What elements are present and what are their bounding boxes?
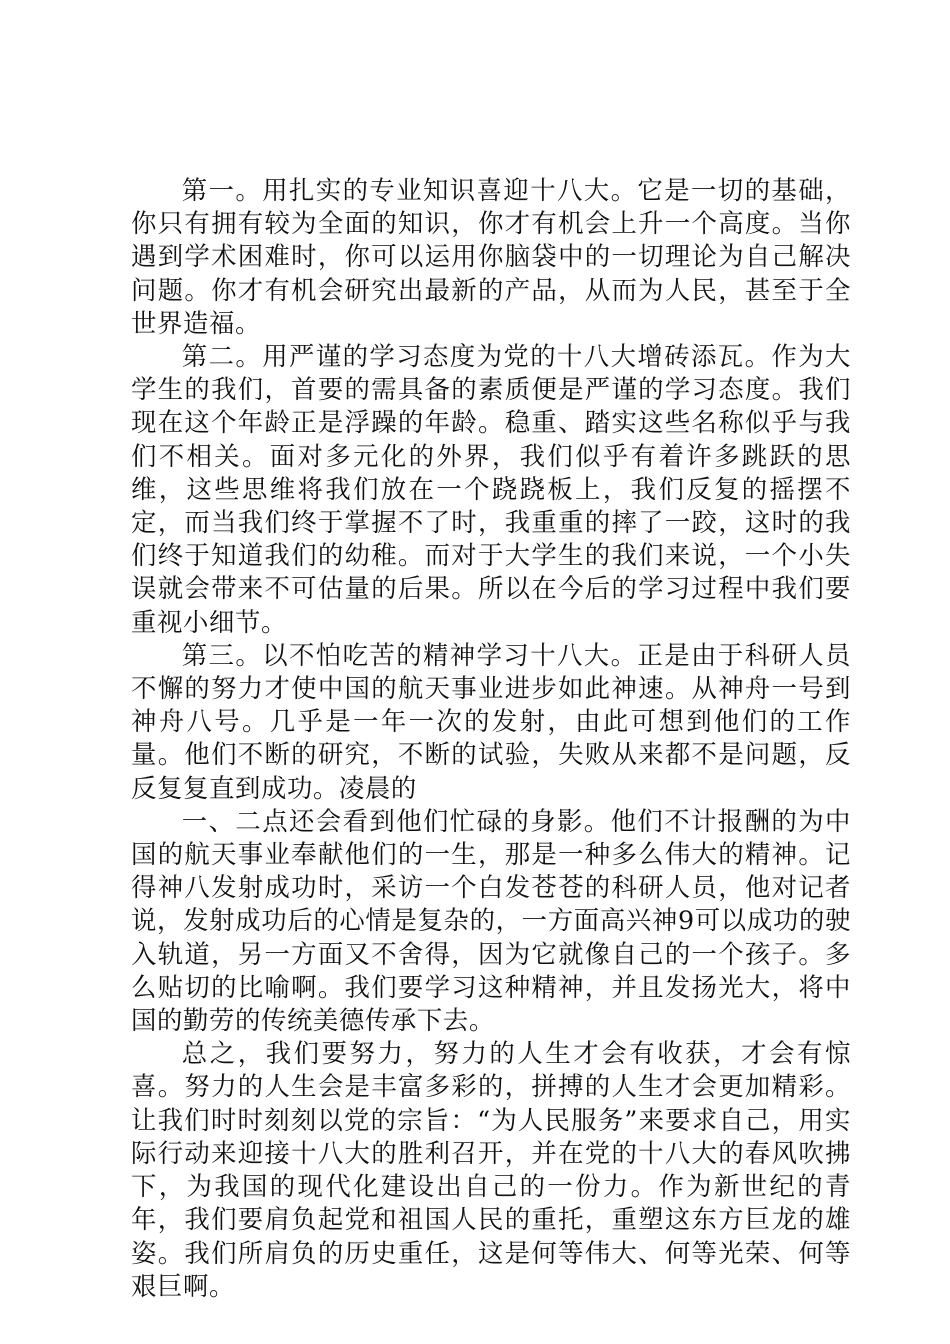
paragraph-third: 第三。以不怕吃苦的精神学习十八大。正是由于科研人员不懈的努力才使中国的航天事业进步如此神速。从神舟一号到神舟八号。几乎是一年一次的发射，由此可想到他们的工作量。他们不断的研究，不断的试验，失败从来都不是问题，反反复复直到成功。凌晨的	[131, 639, 851, 803]
paragraph-first: 第一。用扎实的专业知识喜迎十八大。它是一切的基础，你只有拥有较为全面的知识，你才有机会上升一个高度。当你遇到学术困难时，你可以运用你脑袋中的一切理论为自己解决问题。你才有机会研究出最新的产品，从而为人民，甚至于全世界造福。	[131, 175, 851, 338]
paragraph-fourth: 一、二点还会看到他们忙碌的身影。他们不计报酬的为中国的航天事业奉献他们的一生，那是一种多么伟大的精神。记得神八发射成功时，采访一个白发苍苍的科研人员，他对记者说，发射成功后的心情是复杂的，一方面高兴神9可以成功的驶入轨道，另一方面又不舍得，因为它就像自己的一个孩子。多么贴切的比喻啊。我们要学习这种精神，并且发扬光大，将中国的勤劳的传统美德传承下去。	[131, 805, 851, 1036]
paragraph-conclusion: 总之，我们要努力，努力的人生才会有收获，才会有惊喜。努力的人生会是丰富多彩的，拼搏的人生才会更加精彩。让我们时时刻刻以党的宗旨：“为人民服务”来要求自己，用实际行动来迎接十八大的胜利召开，并在党的十八大的春风吹拂下，为我国的现代化建设出自己的一份力。作为新世纪的青年，我们要肩负起党和祖国人民的重托，重塑这东方巨龙的雄姿。我们所肩负的历史重任，这是何等伟大、何等光荣、何等艰巨啊。	[131, 1038, 851, 1301]
document-body	[131, 174, 851, 1303]
paragraph-second: 第二。用严谨的学习态度为党的十八大增砖添瓦。作为大学生的我们，首要的需具备的素质便是严谨的学习态度。我们现在这个年龄正是浮躁的年龄。稳重、踏实这些名称似乎与我们不相关。面对多元化的外界，我们似乎有着许多跳跃的思维，这些思维将我们放在一个跷跷板上，我们反复的摇摆不定，而当我们终于掌握不了时，我重重的摔了一跤，这时的我们终于知道我们的幼稚。而对于大学生的我们来说，一个小失误就会带来不可估量的后果。所以在今后的学习过程中我们要重视小细节。	[131, 341, 851, 637]
